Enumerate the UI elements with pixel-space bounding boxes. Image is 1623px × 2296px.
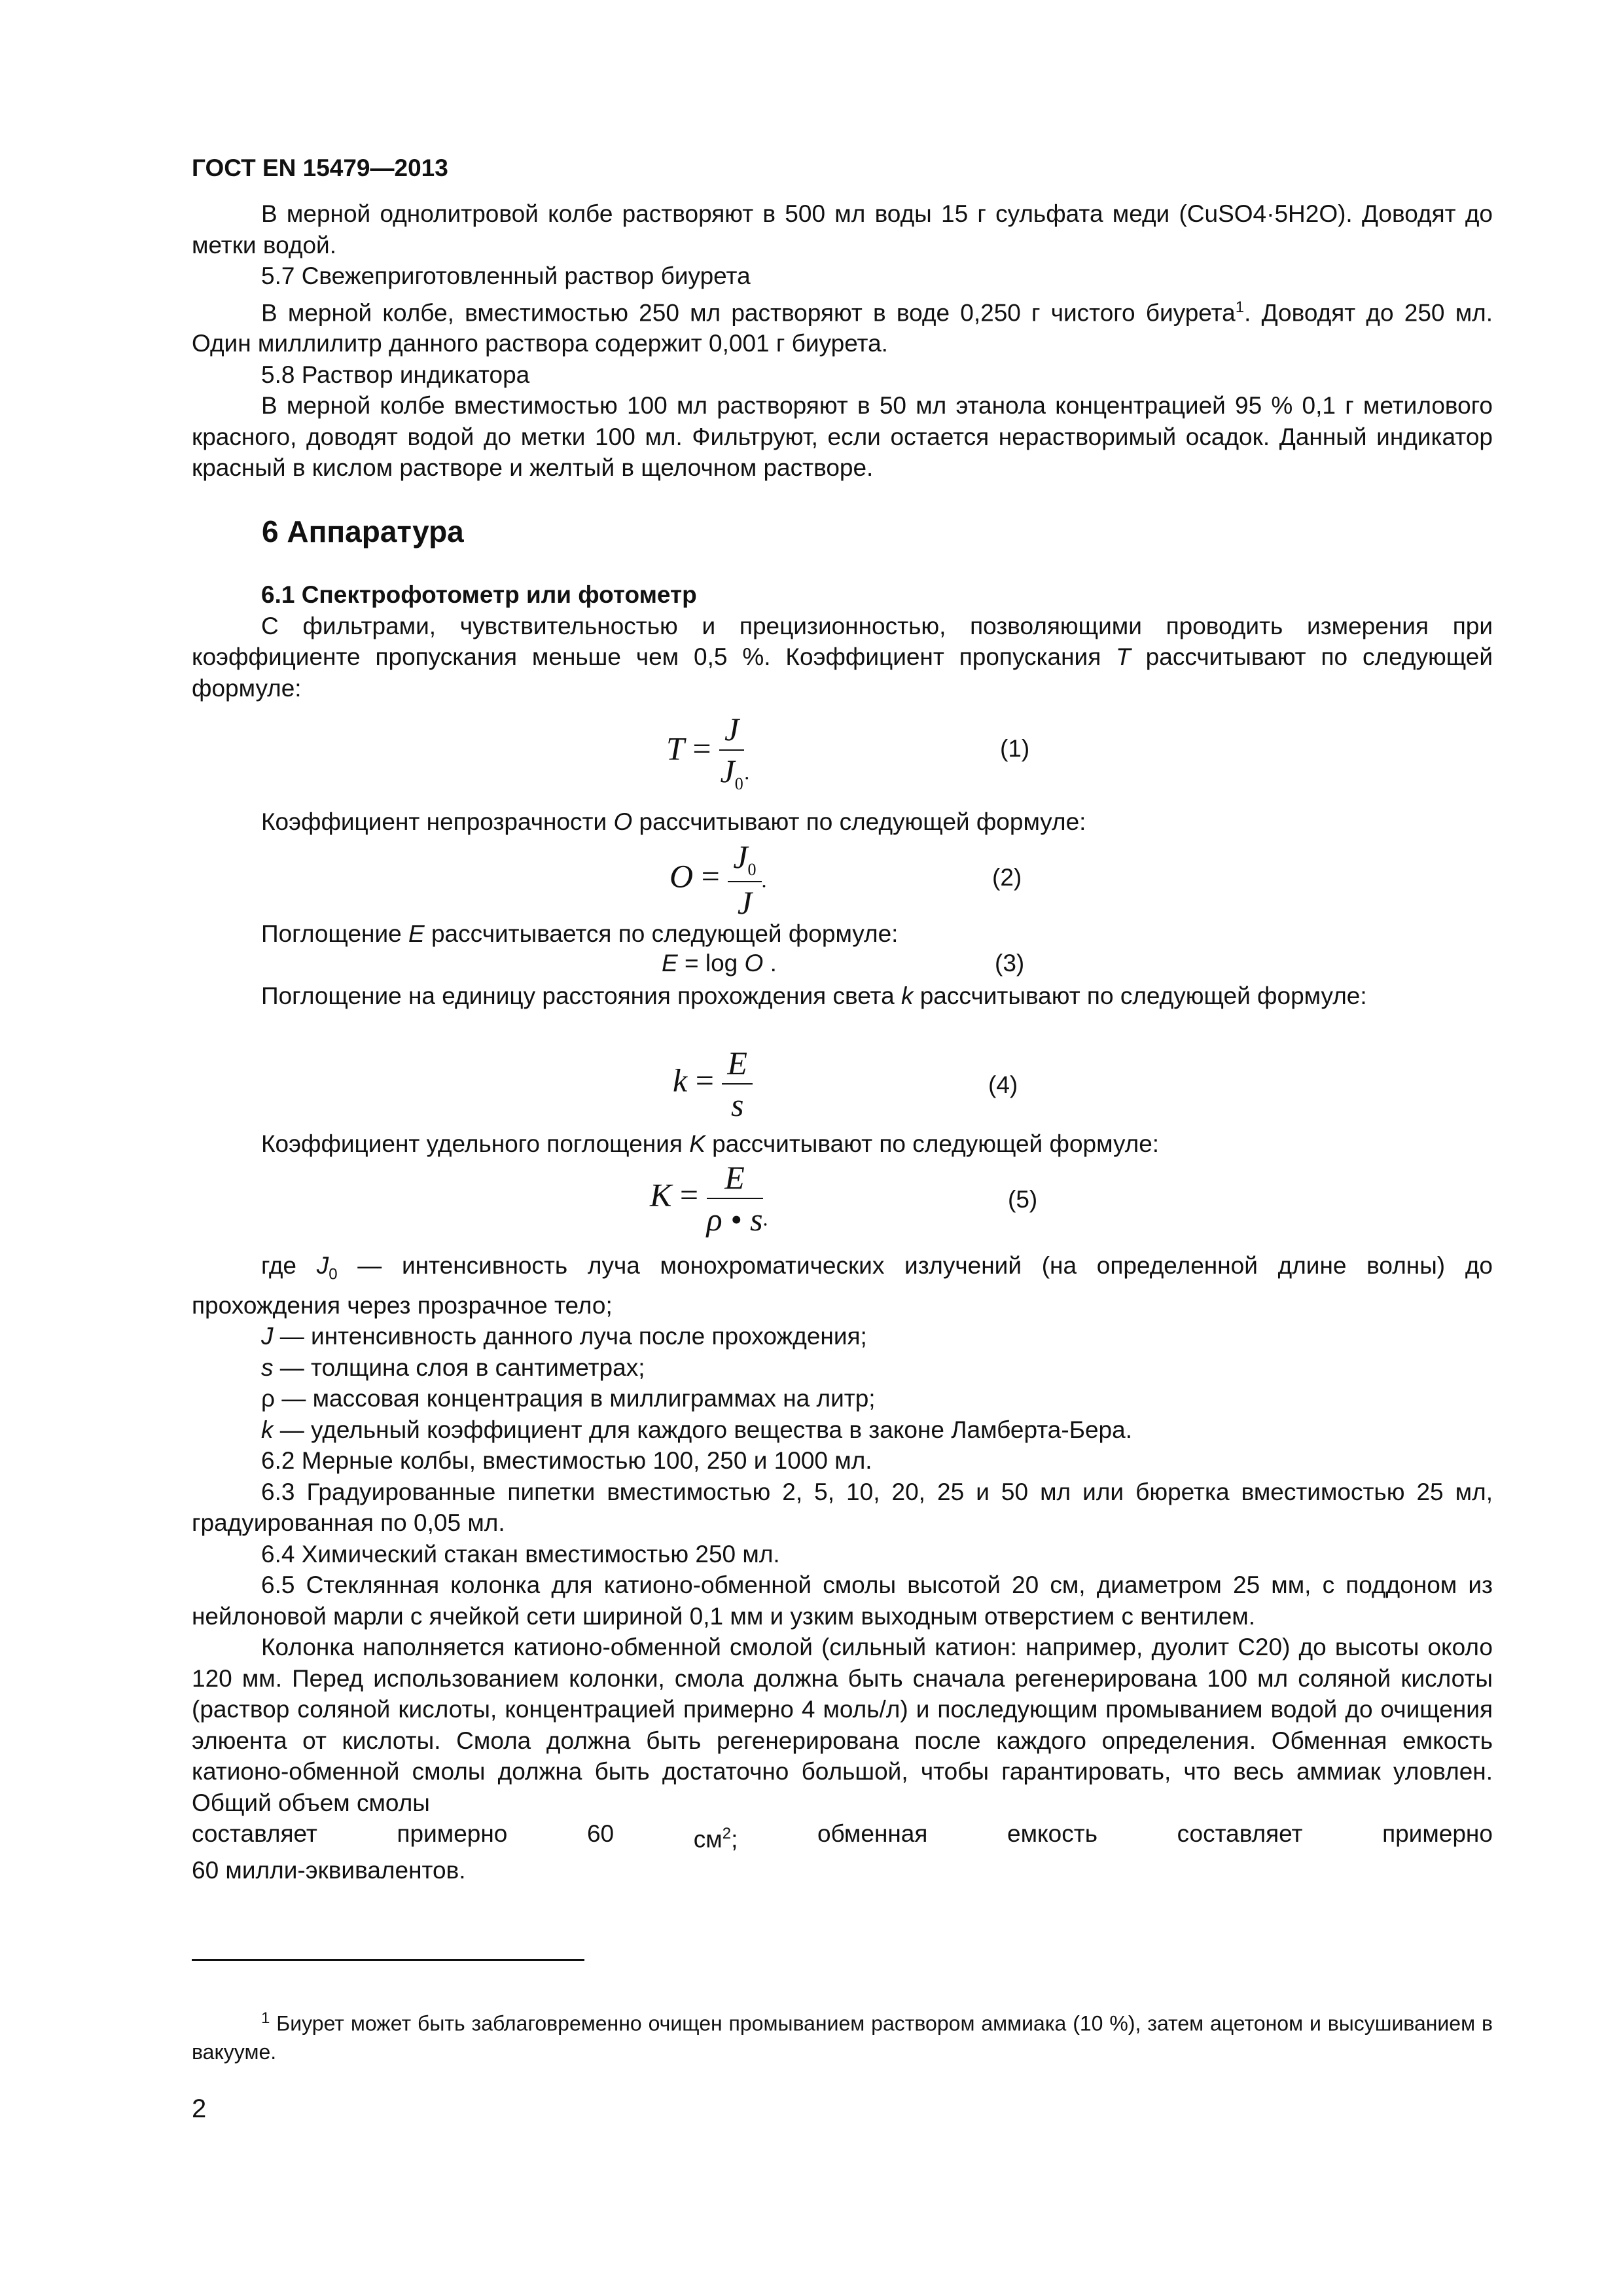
equation-4: k = $\frac{E}{s}$ [673, 1044, 753, 1124]
section-5-7-title: 5.7 Свежеприготовленный раствор биурета [261, 262, 751, 289]
equation-1-number: (1) [1000, 735, 1030, 762]
definitions-block [192, 1250, 1493, 1886]
footnote-mark: 1 [261, 2009, 270, 2027]
paragraph: Поглощение на единицу расстояния прохождения света k рассчитывают по следующей формуле: [261, 982, 1367, 1009]
page-number: 2 [192, 2094, 207, 2123]
equation-2: O = $\frac{J_0}{J}$ . [669, 838, 767, 921]
footnote: $^1$ Биурет может быть заблаговременно очищен промыванием раствором аммиака (10 %), затем ацетоном и высушиванием в вакууме. [192, 2009, 1493, 2064]
definition-s: s — толщина слоя в сантиметрах; [261, 1354, 645, 1381]
equation-5-number: (5) [1008, 1186, 1038, 1213]
intro-block [192, 198, 1493, 484]
justified-line: составляет примерно 60 $см^2$; обменная емкость составляет примерно [192, 1820, 1493, 1853]
equation-3: E = log O . [662, 950, 777, 977]
K-intro [192, 1128, 1493, 1160]
column-description: Колонка наполняется катионо-обменной смолой (сильный катион: например, дуолит С20) до высоты около 120 мм. Перед использованием колонки, смола должна быть сначала регенерирована 100 мл соляной кислоты (раствор соляной кислоты, концентрацией примерно 4 моль/л) и последующим промыванием водой до очищения элюента от кислоты. Смола должна быть регенерирована после каждого определения. Обменная емкость катионо-обменной смолы должна быть достаточно большой, чтобы гарантировать, что весь аммиак уловлен. Общий объем смолы [192, 1634, 1493, 1816]
definition-rho: ρ — массовая концентрация в миллиграммах на литр; [261, 1385, 876, 1412]
equation-4-number: (4) [988, 1071, 1018, 1098]
paragraph: Коэффициент удельного поглощения K рассчитывают по следующей формуле: [261, 1130, 1160, 1157]
footnote-separator [192, 1959, 584, 1961]
equation-5: K = $\frac{E}{\rho • s}$ $_.$ [650, 1159, 768, 1238]
paragraph: Коэффициент непрозрачности O рассчитывают по следующей формуле: [261, 808, 1086, 835]
paragraph: В мерной однолитровой колбе растворяют в 500 мл воды 15 г сульфата меди (CuSO4·5H2O). Доводят до метки водой. [192, 200, 1493, 259]
o-intro [192, 806, 1493, 838]
k-intro [192, 980, 1493, 1012]
equation-1: T = $\frac{J}{J_0}$ $_.$ [666, 711, 750, 793]
section-6-heading: 6 Аппаратура [262, 514, 464, 548]
section-6-5: 6.5 Стеклянная колонка для катионо-обменной смолы высотой 20 см, диаметром 25 мм, с поддоном из нейлоновой марли с ячейкой сети шириной 0,1 мм и узким выходным отверстием с вентилем. [192, 1571, 1493, 1630]
section-6-2: 6.2 Мерные колбы, вместимостью 100, 250 и 1000 мл. [261, 1447, 872, 1475]
section-6-4: 6.4 Химический стакан вместимостью 250 мл. [261, 1540, 780, 1568]
equation-2-number: (2) [992, 864, 1022, 891]
paragraph: Поглощение E рассчитывается по следующей формуле: [261, 920, 899, 947]
definition-k: k — удельный коэффициент для каждого вещества в законе Ламберта-Бера. [261, 1416, 1132, 1443]
document-header: ГОСТ EN 15479—2013 [192, 154, 448, 181]
paragraph: В мерной колбе, вместимостью 250 мл растворяют в воде 0,250 г чистого биурета$^1$. Доводят до 250 мл. Один миллилитр данного раствора содержит 0,001 г биурета. [192, 298, 1493, 357]
footnote-ref[interactable]: 1 [1235, 298, 1245, 316]
paragraph-end: 60 милли-эквивалентов. [192, 1857, 466, 1884]
paragraph: В мерной колбе вместимостью 100 мл растворяют в 50 мл этанола концентрацией 95 % 0,1 г метилового красного, доводят водой до метки 100 мл. Фильтруют, если остается нерастворимый осадок. Данный индикатор красный в кислом растворе и желтый в щелочном растворе. [192, 392, 1493, 482]
section-6-1-block [192, 579, 1493, 704]
definition-J0: где $J_0$ — интенсивность луча монохроматических излучений (на определенной длине волны) до прохождения через прозрачное тело; [192, 1252, 1493, 1319]
paragraph: С фильтрами, чувствительностью и прецизионностью, позволяющими проводить измерения при коэффициенте пропускания меньше чем 0,5 %. Коэффициент пропускания T рассчитывают по следующей формуле: [192, 612, 1493, 702]
section-6-3: 6.3 Градуированные пипетки вместимостью 2, 5, 10, 20, 25 и 50 мл или бюретка вместимостью 25 мл, градуированная по 0,05 мл. [192, 1478, 1493, 1537]
e-intro [192, 918, 1493, 950]
equation-3-number: (3) [995, 950, 1025, 977]
section-6-1-title: 6.1 Спектрофотометр или фотометр [261, 581, 697, 608]
section-5-8-title: 5.8 Раствор индикатора [261, 361, 530, 388]
definition-J: J — интенсивность данного луча после прохождения; [261, 1323, 867, 1350]
